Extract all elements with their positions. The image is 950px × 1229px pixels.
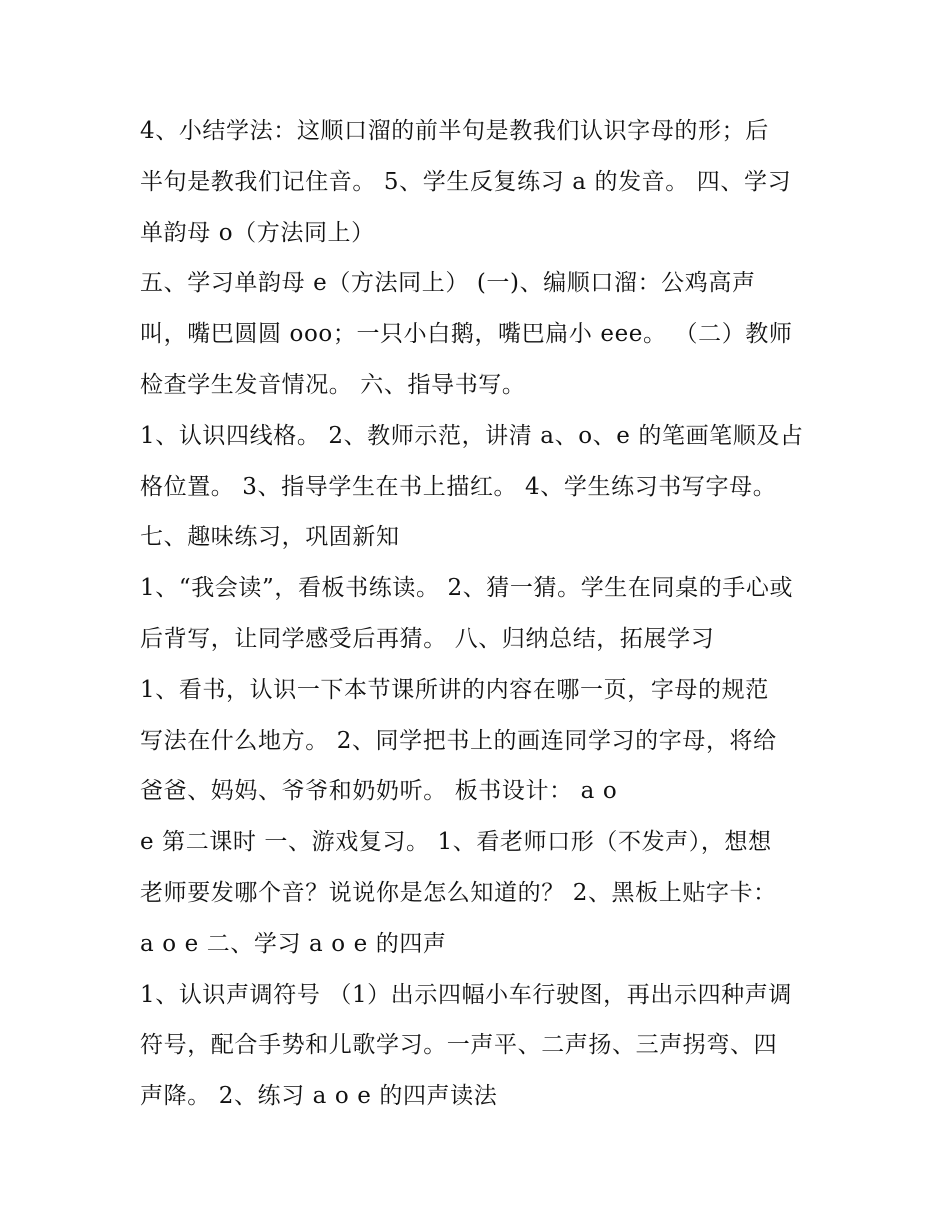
text-line-6: 检查学生发音情况。 六、指导书写。 xyxy=(140,371,526,398)
text-line-10: 1、“我会读”，看板书练读。 2、猜一猜。学生在同桌的手心或 xyxy=(140,575,794,602)
text-line-20: 声降。 2、练习 a o e 的四声读法 xyxy=(140,1083,498,1110)
text-line-17: a o e 二、学习 a o e 的四声 xyxy=(140,930,447,957)
text-line-9: 七、趣味练习，巩固新知 xyxy=(140,524,400,551)
text-line-18: 1、认识声调符号 （1）出示四幅小车行驶图，再出示四种声调 xyxy=(140,981,792,1008)
text-line-16: 老师要发哪个音？说说你是怎么知道的？ 2、黑板上贴字卡： xyxy=(140,879,777,906)
text-line-11: 后背写，让同学感受后再猜。 八、归纳总结，拓展学习 xyxy=(140,625,715,652)
text-line-8: 格位置。 3、指导学生在书上描红。 4、学生练习书写字母。 xyxy=(140,473,777,500)
text-line-2: 半句是教我们记住音。 5、学生反复练习 a 的发音。 四、学习 xyxy=(140,168,792,195)
text-line-3: 单韵母 o（方法同上） xyxy=(140,219,375,246)
text-line-1: 4、小结学法：这顺口溜的前半句是教我们认识字母的形；后 xyxy=(140,118,769,144)
text-line-13: 写法在什么地方。 2、同学把书上的画连同学习的字母，将给 xyxy=(140,727,777,754)
text-line-7: 1、认识四线格。 2、教师示范，讲清 a、o、e 的笔画笔顺及占 xyxy=(140,422,804,449)
text-line-12: 1、看书，认识一下本节课所讲的内容在哪一页，字母的规范 xyxy=(140,676,769,703)
text-line-15: e 第二课时 一、游戏复习。 1、看老师口形（不发声），想想 xyxy=(140,829,772,856)
text-line-4: 五、学习单韵母 e（方法同上） (一)、编顺口溜：公鸡高声 xyxy=(140,270,756,297)
text-line-5: 叫，嘴巴圆圆 ooo；一只小白鹅，嘴巴扁小 eee。 （二）教师 xyxy=(140,321,793,348)
text-line-19: 符号，配合手势和儿歌学习。一声平、二声扬、三声拐弯、四 xyxy=(140,1032,778,1059)
text-line-14: 爸爸、妈妈、爷爷和奶奶听。 板书设计： a o xyxy=(140,778,618,805)
document-body xyxy=(140,106,830,1122)
